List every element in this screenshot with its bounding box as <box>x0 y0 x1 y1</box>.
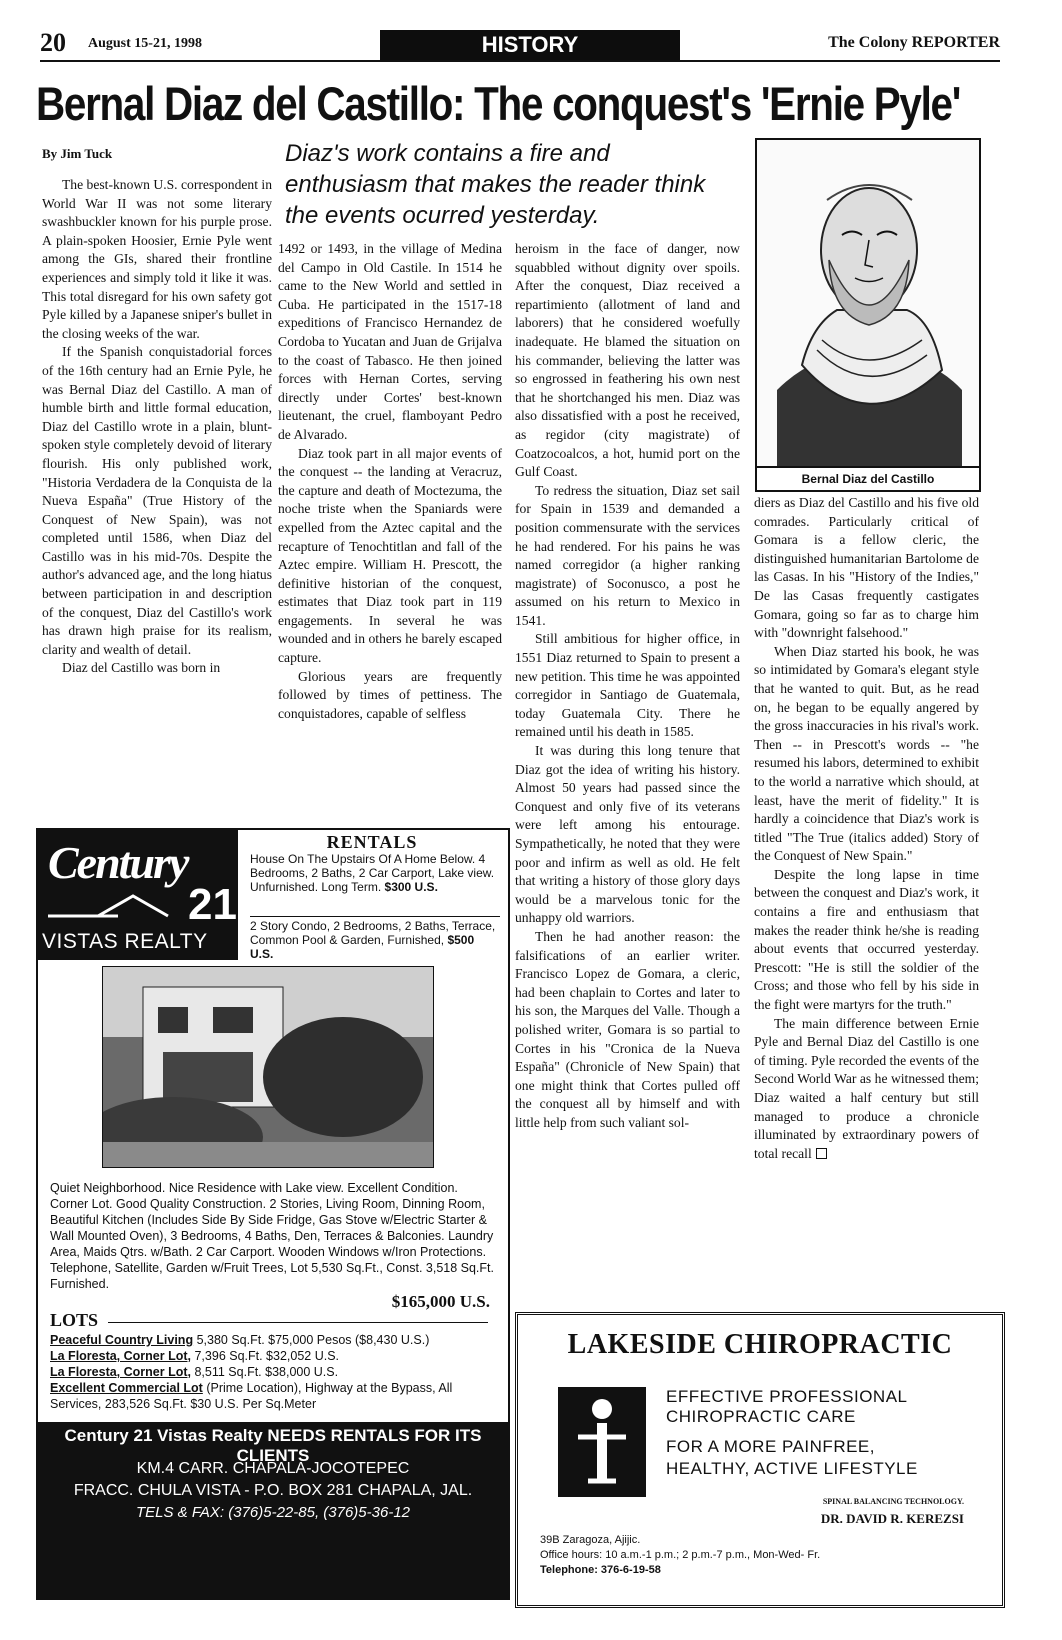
paragraph: diers as Diaz del Castillo and his five old comrades. Particularly critical of Gomara is a fellow cleric, the distinguished humanitarian Bartolome de las Casas. In his "History of the Indies," De las Casas frequently castigates Gomara, going so far as to charge him with "downright falsehood." <box>754 495 979 641</box>
century21-brand: Century <box>48 837 188 888</box>
paragraph: When Diaz started his book, he was so intimidated by Gomara's elegant style that he wanted to quit. But, as he read on, he began to be equally angered by the gross inaccuracies in his rival's work. Then -- in Prescott's words -- "he resumed his labors, determined to exhibit to the world a narrative which should, at least, have the merit of fidelity." It is hardly a coincidence that Diaz's work is titled "The True (italics added) Story of the Conquest of New Spain." <box>754 643 980 864</box>
article-deck: Diaz's work contains a fire and enthusiasm that makes the reader think the events ocurred yesterday. <box>285 140 706 229</box>
lot-name: La Floresta, Corner Lot, <box>50 1365 191 1379</box>
lot-item <box>50 1364 500 1380</box>
lot-name: Excellent Commercial Lot <box>50 1381 203 1395</box>
rental-listing <box>250 852 500 894</box>
lot-name: Peaceful Country Living <box>50 1333 194 1347</box>
paragraph: Then he had another reason: the falsifications of an earlier writer. Francisco Lopez de Gomara, a cleric, had been chaplain to Cortes and later to his son, the Marques del Valle. Though a polished writer, Gomara is so partial to Cortes in his "Cronica de la Nueva España" (Chronicle of New Spain) that one might think that Cortes pulled off the conquest all by himself and with little help from such valiant sol- <box>515 928 740 1130</box>
lot-detail: (Prime Location), Highway at the Bypass, All Services, 283,526 Sq.Ft. $30 U.S. Per Sq.Meter <box>50 1381 453 1411</box>
lots-list <box>50 1332 500 1412</box>
article-column-1 <box>42 176 272 678</box>
spine-figure-icon <box>558 1387 646 1497</box>
paragraph <box>754 1015 979 1164</box>
lot-item <box>50 1380 500 1412</box>
lot-detail: 8,511 Sq.Ft. $38,000 U.S. <box>194 1365 339 1379</box>
lakeside-telephone: Telephone: 376-6-19-58 <box>540 1564 661 1576</box>
house-roof-icon <box>48 888 188 924</box>
paragraph: 1492 or 1493, in the village of Medina del Campo in Old Castile. In 1514 he came to the New World and settled in Cuba. He participated in the 1517-18 expeditions of Francisco Hernandez de Cordoba to Yucatan and Juan de Grijalva to the coast of Tabasco. He then joined forces with Hernan Cortes, serving directly under Cortes' best-known lieutenant, the cruel, flamboyant Pedro de Alvarado. <box>278 241 502 442</box>
lot-item <box>50 1348 500 1364</box>
paper-name: The Colony REPORTER <box>828 34 1000 51</box>
lot-name: La Floresta, Corner Lot, <box>50 1349 191 1363</box>
article-byline: By Jim Tuck <box>42 146 113 161</box>
lot-item <box>50 1332 500 1348</box>
lakeside-tagline-2: CHIROPRACTIC CARE <box>666 1407 856 1426</box>
rental-price: $500 U.S. <box>250 933 475 961</box>
house-photo-icon <box>103 967 433 1167</box>
article-column-4 <box>754 494 979 1163</box>
lakeside-contact <box>540 1533 820 1578</box>
lakeside-technology: SPINAL BALANCING TECHNOLOGY. <box>822 1497 964 1506</box>
century21-contact-banner <box>38 1422 508 1598</box>
closing-text: The main difference between Ernie Pyle and Bernal Diaz del Castillo is one of timing. Pyle recorded the events of the Second World War as he witnessed them; Diaz waited a half century but still managed to produce a chronicle illuminated by extraordinary powers of total recall <box>754 1015 979 1161</box>
rental-description: House On The Upstairs Of A Home Below. 4 Bedrooms, 2 Baths, 2 Car Carport, Lake view. Unfurnished. Long Term. <box>250 852 495 894</box>
paragraph: heroism in the face of danger, now squabbled without dignity over spoils. After the conquest, Diaz received a repartimiento (allotment of land and laborers) that he considered woefully inadequate. He blamed the situation on his commander, believing the latter was so engrossed in feathering his own nest that he shortchanged his men. Diaz was also dissatisfied with a post he received, as regidor (city magistrate) of Coatzocoalcos, a hot, humid port on the Gulf Coast. <box>515 241 740 480</box>
rental-description: 2 Story Condo, 2 Bedrooms, 2 Baths, Terrace, Common Pool & Garden, Furnished, <box>250 919 496 947</box>
rental-price: $300 U.S. <box>384 880 438 894</box>
rentals-heading: RENTALS <box>326 832 418 852</box>
paragraph: Diaz took part in all major events of the conquest -- the landing at Veracruz, the capture and death of Moctezuma, the noche triste when the Spaniards were expelled from the Aztec capital and the recapture of Tenochtitlan and fall of the Aztec empire. William H. Prescott, the definitive historian of the conquest, estimates that Diaz took part in 119 engagements. In several he was wounded and in others he barely escaped capture. <box>278 445 502 666</box>
end-of-story-icon <box>816 1148 827 1159</box>
lakeside-tagline-1: EFFECTIVE PROFESSIONAL <box>666 1387 908 1406</box>
lots-heading: LOTS <box>50 1310 99 1330</box>
issue-date: August 15-21, 1998 <box>88 36 202 51</box>
century21-number: 21 <box>188 880 237 929</box>
lakeside-chiropractic-advertisement <box>515 1312 1005 1608</box>
address-line-1: KM.4 CARR. CHAPALA-JOCOTEPEC <box>136 1460 410 1477</box>
article-headline: Bernal Diaz del Castillo: The conquest's 'Ernie Pyle' <box>36 77 961 130</box>
tel-fax: TELS & FAX: (376)5-22-85, (376)5-36-12 <box>135 1504 411 1521</box>
house-photo <box>102 966 434 1168</box>
paragraph: The best-known U.S. correspondent in World War II was not some literary swashbuckler known for his purple prose. A plain-spoken Hoosier, Ernie Pyle went among the GIs, shared their frontline experiences and simply told it like it was. This total disregard for his own safety got Pyle killed by a Japanese sniper's bullet in the closing weeks of the war. <box>42 177 272 341</box>
paragraph: Still ambitious for higher office, in 1551 Diaz returned to Spain to present a new petition. This time he was appointed corregidor in Santiago de Guatemala, today Guatemala City. There he remained until his death in 1585. <box>515 631 740 740</box>
property-price: $165,000 U.S. <box>391 1292 490 1311</box>
century21-office: VISTAS REALTY <box>42 930 208 953</box>
paragraph: If the Spanish conquistadorial forces of the 16th century had an Ernie Pyle, he was Bernal Diaz del Castillo. A man of humble birth and little formal education, Diaz del Castillo wrote in a plain, blunt-spoken style completely devoid of literary flourish. His only published work, "Historia Verdadera de la Conquista de la Nueva España" (True History of the Conquest of New Spain), was not completed until 1586, when Diaz del Castillo was in his mid-70s. Despite the author's advanced age, and the long hiatus between participation in and description of the conquest, Diaz del Castillo's work has drawn high praise for its realism, clarity and wealth of detail. <box>42 344 272 657</box>
portrait-caption: Bernal Diaz del Castillo <box>757 466 979 490</box>
lakeside-address: 39B Zaragoza, Ajijic. <box>540 1534 641 1546</box>
address-line-2: FRACC. CHULA VISTA - P.O. BOX 281 CHAPALA, JAL. <box>73 1482 473 1499</box>
lot-detail: 7,396 Sq.Ft. $32,052 U.S. <box>194 1349 340 1363</box>
paragraph: Despite the long lapse in time between the conquest and Diaz's work, it contains a fire and enthusiasm that makes the reader think he/she is reading about events that occurred yesterday. Prescott: "He is still the soldier of the Cross; and those who fell by his side in the fight were martyrs for the truth." <box>754 866 979 1013</box>
needs-rentals-text: Century 21 Vistas Realty NEEDS RENTALS FOR ITS CLIENTS <box>64 1426 482 1465</box>
rental-listing <box>250 916 500 961</box>
lot-detail: 5,380 Sq.Ft. $75,000 Pesos ($8,430 U.S.) <box>196 1333 430 1347</box>
masthead-rule <box>40 60 1000 62</box>
page-number: 20 <box>40 28 66 57</box>
paragraph: To redress the situation, Diaz set sail for Spain in 1539 and demanded a position commensurate with the services he had rendered. For his pains he was named corregidor (a higher ranking magistrate) of Soconusco, a post he assumed on his return to Mexico in 1541. <box>515 482 740 628</box>
century21-logo <box>38 830 238 960</box>
lakeside-tagline-4: HEALTHY, ACTIVE LIFESTYLE <box>666 1459 918 1478</box>
lakeside-hours: Office hours: 10 a.m.-1 p.m.; 2 p.m.-7 p.m., Mon-Wed- Fr. <box>540 1549 821 1561</box>
property-description: Quiet Neighborhood. Nice Residence with Lake view. Excellent Condition. Corner Lot. Good Quality Construction. 2 Stories, Living Room, Dinning Room, Beautiful Kitchen (Includes Side By Side Fridge, Gas Stove w/Electric Starter & Wall Mounted Oven), 3 Bedrooms, 4 Baths, Den, Terraces & Balconies. Laundry Area, Maids Qtrs. w/Bath. 2 Car Carport. Wooden Windows w/Iron Protections. Telephone, Satellite, Garden w/Fruit Trees, Lot 5,530 Sq.Ft., Const. 3,518 Sq.Ft. Furnished. <box>50 1181 494 1291</box>
article-column-3 <box>515 240 740 1300</box>
lakeside-tagline-3: FOR A MORE PAINFREE, <box>666 1437 875 1456</box>
lots-rule <box>108 1322 488 1323</box>
portrait-illustration <box>755 138 981 492</box>
paragraph: Diaz del Castillo was born in <box>62 660 221 676</box>
section-label: HISTORY <box>380 30 680 60</box>
lakeside-logo <box>558 1387 646 1497</box>
lakeside-doctor: DR. DAVID R. KEREZSI <box>820 1511 964 1526</box>
paragraph: It was during this long tenure that Diaz got the idea of writing his history. Almost 50 years had passed since the Conquest and only five of its veterans were left among his entourage. Sympathetically, he noted that they were poor and infirm as well as old. He felt that writing a history of those glory days would be a marvelous tonic for the unhappy old warriors. <box>515 743 740 926</box>
portrait-engraving-icon <box>757 140 979 466</box>
century21-advertisement <box>36 828 510 1600</box>
paragraph: Glorious years are frequently followed by times of pettiness. The conquistadores, capable of selfless <box>278 668 502 721</box>
article-column-2 <box>278 240 502 723</box>
lakeside-title: LAKESIDE CHIROPRACTIC <box>567 1329 953 1360</box>
